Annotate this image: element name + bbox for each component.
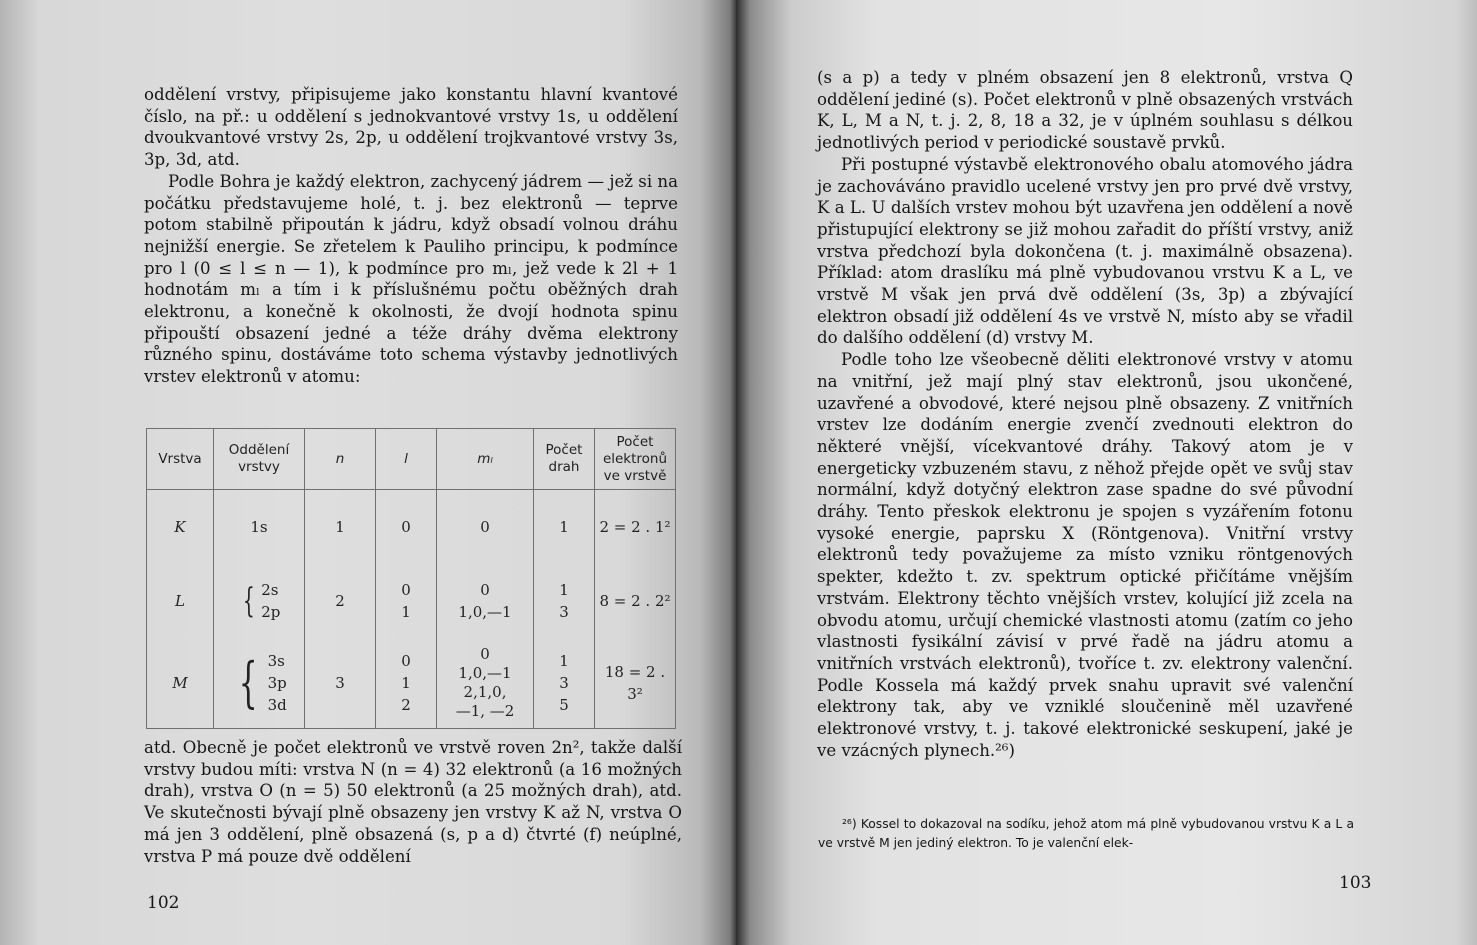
- column-header-text: n: [335, 450, 345, 467]
- subshell-label: 3s: [267, 652, 285, 670]
- orbit-value: 3: [559, 674, 569, 692]
- shell-cell: [147, 638, 214, 729]
- paragraph: Při postupné výstavbě elektronového obalu atomového jádra je zachováváno pravidlo ucelené vrstvy jen pro prvé dvě vrstvy, K a L. U dalších vrstev mohou být uzavřena jen oddělení a nově přistupující elektrony se již mohou zařadit do příští vrstvy, aniž vrstva předchozí byla dokončena (t. j. maximálně obsazena). Příklad: atom draslíku má plně vybudovanou vrstvu K a L, ve vrstvě M však jen prvá dvě oddělení (3s, 3p) a zbývající elektron obsadí již oddělení 4s ve vrstvě N, místo aby se vřadil do dalšího oddělení (d) vrstvy M.: [817, 154, 1353, 348]
- right-page-text: [817, 67, 1353, 762]
- l-value: 1: [401, 603, 411, 621]
- ml-value: 0: [480, 645, 490, 663]
- orbit-value: 3: [559, 603, 569, 621]
- left-page-text-bottom: [144, 737, 682, 867]
- page-number: 103: [1339, 873, 1372, 893]
- ml-value: 1,0,—1: [458, 603, 512, 621]
- column-header: Počet elektronů ve vrstvě: [595, 429, 676, 490]
- l-value: 1: [401, 674, 411, 692]
- table-header-row: [147, 429, 676, 490]
- ml-value: 2,1,0,: [463, 683, 507, 701]
- electron-count-cell: 18 = 2 . 3²: [595, 638, 676, 729]
- electron-count-cell: 8 = 2 . 2²: [595, 564, 676, 638]
- l-value: 0: [401, 652, 411, 670]
- ml-value: 1,0,—1: [458, 664, 512, 682]
- l-cell: [376, 564, 437, 638]
- paragraph: Podle toho lze všeobecně děliti elektronové vrstvy v atomu na vnitřní, jež mají plný stav elektronů, jsou ukončené, uzavřené a obvodové, které nejsou plně obsazeny. Z vnitřních vrstev lze dodáním energie zvenčí zvednouti elektron do některé vnější, vícekvantové dráhy. Takový atom je v energeticky vzbuzeném stavu, z něhož přejde opět ve svůj stav normální, když dotyčný elektron zase spadne do své původní dráhy. Tento přeskok elektronu je spojen s vyzářením fotonu vysoké energie, paprsku X (Röntgenova). Vnitřní vrstvy elektronů tedy považujeme za místo vzniku röntgenových spekter, kdežto t. zv. spektrum optické přičítáme vnějším vrstvám. Elektrony těchto vnějších vrstev, kolující již zcela na obvodu atomu, určují chemické vlastnosti atomu (zatím co jeho vlastnosti fysikální závisí v prvé řadě na jádru atomu a vnitřních vrstvách elektronů), tvoříce t. zv. elektrony valenční. Podle Kossela má každý prvek snahu upravit své valenční elektrony tak, aby ve vzniklé sloučenině měl uzavřené elektronové vrstvy, t. j. takové elektronické seskupení, jaké je ve vzácných plynech.²⁶): [817, 350, 1353, 760]
- subshell-label: 1s: [250, 518, 268, 536]
- table-row: [147, 490, 676, 565]
- shell-label: M: [172, 674, 188, 692]
- n-cell: 2: [305, 564, 376, 638]
- subshell-label: 2p: [261, 603, 281, 621]
- column-header: [437, 429, 534, 490]
- l-cell: 0: [376, 490, 437, 565]
- subshell-label: 3p: [267, 674, 287, 692]
- column-header-text: mₗ: [477, 450, 493, 467]
- column-header: [376, 429, 437, 490]
- n-cell: 3: [305, 638, 376, 729]
- column-header: Vrstva: [147, 429, 214, 490]
- subshell-label: 2s: [261, 581, 279, 599]
- paragraph: oddělení vrstvy, připisujeme jako konstantu hlavní kvantové číslo, na př.: u oddělení s jednokvantové vrstvy 1s, u oddělení dvoukvantové vrstvy 2s, 2p, u oddělení trojkvantové vrstvy 3s, 3p, 3d, atd.: [144, 85, 678, 170]
- ml-value: 0: [480, 581, 490, 599]
- shell-cell: [147, 490, 214, 565]
- orbit-count-cell: [534, 564, 595, 638]
- column-header: Počet drah: [534, 429, 595, 490]
- page-number: 102: [147, 893, 180, 913]
- left-page: [0, 0, 736, 945]
- l-value: 2: [401, 696, 411, 714]
- brace-glyph: {: [238, 651, 258, 714]
- column-header: [305, 429, 376, 490]
- electron-count-cell: 2 = 2 . 1²: [595, 490, 676, 565]
- column-header-text: l: [404, 450, 408, 467]
- electron-shell-table: [146, 428, 676, 729]
- ml-cell: [437, 564, 534, 638]
- subshell-cell: [214, 564, 305, 638]
- shell-label: L: [175, 592, 185, 610]
- left-page-text-top: [144, 84, 678, 388]
- subshell-cell: [214, 490, 305, 565]
- orbit-value: 1: [559, 581, 569, 599]
- paragraph: (s a p) a tedy v plném obsazení jen 8 elektronů, vrstva Q oddělení jediné (s). Počet elektronů v plně obsazených vrstvách K, L, M a N, t. j. 2, 8, 18 a 32, je v úplném souhlasu s délkou jednotlivých period v periodické soustavě prvků.: [817, 68, 1353, 153]
- n-cell: 1: [305, 490, 376, 565]
- orbit-count-cell: 1: [534, 490, 595, 565]
- table-row: [147, 564, 676, 638]
- subshell-label: 3d: [267, 696, 287, 714]
- orbit-value: 5: [559, 696, 569, 714]
- column-header: Oddělení vrstvy: [214, 429, 305, 490]
- footnote-text: ²⁶) Kossel to dokazoval na sodíku, jehož atom má plně vybudovanou vrstvu K a L a ve vrstvě M jen jediný elektron. To je valenční elek-: [818, 817, 1354, 850]
- ml-cell: 0: [437, 490, 534, 565]
- footnote: [818, 815, 1354, 853]
- table-row: [147, 638, 676, 729]
- paragraph: Podle Bohra je každý elektron, zachycený jádrem — jež si na počátku představujeme holé, t. j. bez elektronů — teprve potom stabilně připoután k jádru, když obsadí volnou dráhu nejnižší energie. Se zřetelem k Pauliho principu, k podmínce pro l (0 ≤ l ≤ n — 1), k podmínce pro mₗ, jež vede k 2l + 1 hodnotám mₗ a tím i k příslušnému počtu oběžných drah elektronu, a konečně k okolnosti, že dvojí hodnota spinu připouští obsazení jedné a téže dráhy dvěma elektrony různého spinu, dostáváme toto schema výstavby jednotlivých vrstev elektronů v atomu:: [144, 171, 678, 387]
- ml-cell: [437, 638, 534, 729]
- l-cell: [376, 638, 437, 729]
- shell-label: K: [174, 518, 186, 536]
- l-value: 0: [401, 581, 411, 599]
- brace-glyph: {: [242, 581, 255, 621]
- orbit-value: 1: [559, 652, 569, 670]
- paragraph: atd. Obecně je počet elektronů ve vrstvě roven 2n², takže další vrstvy budou míti: vrstva N (n = 4) 32 elektronů (a 16 možných drah), vrstva O (n = 5) 50 elektronů (a 25 možných drah), atd. Ve skutečnosti bývají plně obsazeny jen vrstvy K až N, vrstva O má jen 3 oddělení, plně obsazená (s, p a d) čtvrté (f) neúplné, vrstva P má pouze dvě oddělení: [144, 738, 682, 866]
- ml-value: —1, —2: [455, 702, 515, 720]
- shell-cell: [147, 564, 214, 638]
- orbit-count-cell: [534, 638, 595, 729]
- right-page: [736, 0, 1477, 945]
- subshell-cell: [214, 638, 305, 729]
